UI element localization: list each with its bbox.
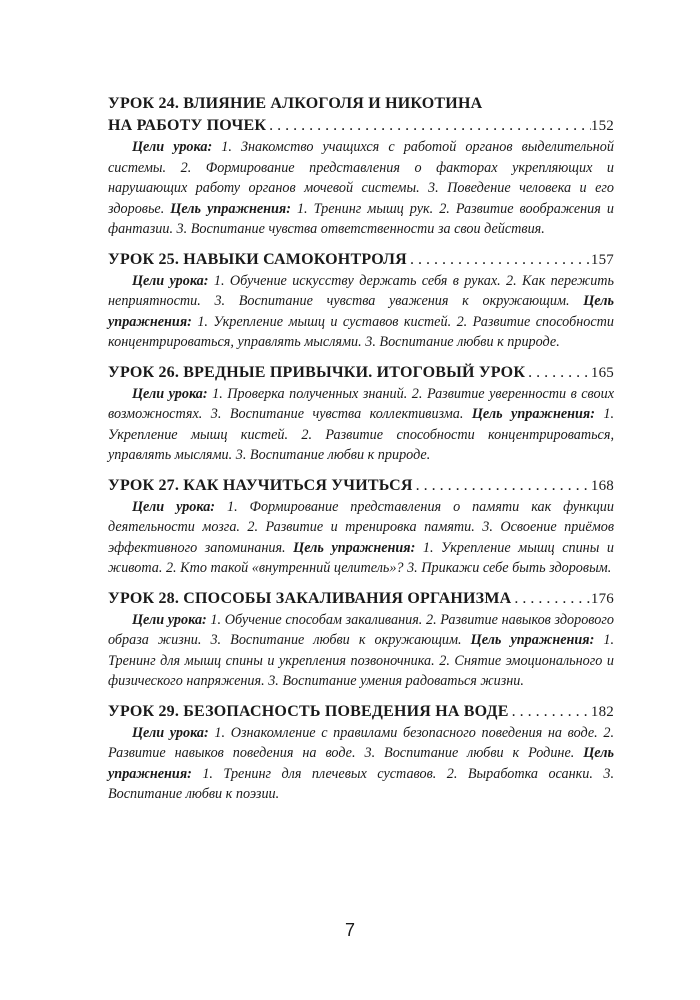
lesson-heading [108,701,614,723]
lesson-title: УРОК 28. СПОСОБЫ ЗАКАЛИВАНИЯ ОРГАНИЗМА [108,589,512,607]
lesson-title: УРОК 25. НАВЫКИ САМОКОНТРОЛЯ [108,250,407,268]
lesson-title-line1: УРОК 24. ВЛИЯНИЕ АЛКОГОЛЯ И НИКОТИНА [108,95,483,112]
exercise-label: Цель упражнения: [108,293,614,330]
goals-label: Цели урока: [132,385,208,402]
page-number: 168 [590,477,614,494]
lesson-heading [108,475,614,497]
toc-entry-lesson-25 [108,249,614,353]
lesson-description [108,271,614,353]
toc-entry-lesson-26 [108,362,614,466]
toc-entry-lesson-24 [108,93,614,240]
page-number: 157 [590,251,614,268]
exercise-text: 1. Тренинг для плечевых суставов. 2. Выработка осанки. 3. Воспитание любви к поэзии. [108,765,614,802]
lesson-heading [108,588,614,610]
page-number: 152 [590,118,614,134]
exercise-label: Цель упражнения: [170,200,291,217]
lesson-description [108,384,614,466]
table-of-contents [108,93,614,814]
lesson-heading [108,93,614,137]
toc-entry-lesson-28 [108,588,614,692]
exercise-text: 1. Укрепление мышц и суставов кистей. 2. Развитие способности концентрироваться, управлять мыслями. 3. Воспитание любви к природе. [108,313,614,350]
dot-leader [514,588,591,610]
page-number: 165 [590,364,614,381]
lesson-description [108,497,614,579]
dot-leader [410,249,591,271]
dot-leader [269,115,591,137]
goals-label: Цели урока: [132,498,216,515]
dot-leader [512,701,591,723]
dot-leader [416,475,591,497]
goals-label: Цели урока: [132,272,209,289]
dot-leader [528,362,591,384]
exercise-text: 1. Укрепление мышц спины и живота. 2. Кто такой «внутренний целитель»? 3. Прикажи себе быть здоровым. [108,539,614,576]
page-folio-number: 7 [344,920,355,940]
page-number: 182 [590,703,614,720]
lesson-heading [108,362,614,384]
goals-text: 1. Обучение искусству держать себя в руках. 2. Как пережить неприятности. 3. Воспитание чувства уважения к окружающим. [108,272,614,309]
exercise-label: Цель упражнения: [108,745,614,782]
exercise-label: Цель упражнения: [471,406,595,422]
lesson-description [108,723,614,805]
lesson-title: УРОК 26. ВРЕДНЫЕ ПРИВЫЧКИ. ИТОГОВЫЙ УРОК [108,363,526,381]
lesson-title: УРОК 27. КАК НАУЧИТЬСЯ УЧИТЬСЯ [108,476,413,494]
goals-text: 1. Проверка полученных знаний. 2. Развитие уверенности в своих возможностях. 3. Воспитание чувства коллективизма. [108,385,615,422]
lesson-title-line2: НА РАБОТУ ПОЧЕК [108,117,267,134]
lesson-description [108,137,614,240]
exercise-label: Цель упражнения: [470,632,595,648]
toc-entry-lesson-29 [108,701,614,805]
goals-text: 1. Обучение способам закаливания. 2. Развитие навыков здорового образа жизни. 3. Воспитание любви к окружающим. [108,611,614,648]
exercise-text: 1. Укрепление мышц кистей. 2. Развитие способности концентрироваться, управлять мыслями. 3. Воспитание любви к природе. [108,406,614,463]
lesson-heading [108,249,614,271]
exercise-text: 1. Тренинг для мышц спины и укрепления позвоночника. 2. Снятие эмоционального и физического напряжения. 3. Воспитание умения радоваться жизни. [108,632,615,689]
lesson-description [108,610,614,692]
goals-label: Цели урока: [132,611,207,628]
toc-entry-lesson-27 [108,475,614,579]
page-number: 176 [590,590,614,607]
goals-label: Цели урока: [132,724,209,741]
exercise-text: 1. Тренинг мышц рук. 2. Развитие воображения и фантазии. 3. Воспитание чувства ответственности за свои действия. [108,200,614,237]
exercise-label: Цель упражнения: [293,539,416,556]
goals-text: 1. Формирование представления о памяти как функции деятельности мозга. 2. Развитие и тренировка памяти. 3. Освоение приёмов эффективного запоминания. [108,498,614,556]
goals-label: Цели урока: [132,139,213,155]
goals-text: 1. Знакомство учащихся с работой органов выделительной системы. 2. Формирование представления о факторах укрепляющих и нарушающих работу органов мочевой системы. 3. Поведение человека и его здоровье. [108,139,614,217]
lesson-title: УРОК 29. БЕЗОПАСНОСТЬ ПОВЕДЕНИЯ НА ВОДЕ [108,702,509,720]
goals-text: 1. Ознакомление с правилами безопасного поведения на воде. 2. Развитие навыков поведения на воде. 3. Воспитание любви к Родине. [108,724,614,761]
